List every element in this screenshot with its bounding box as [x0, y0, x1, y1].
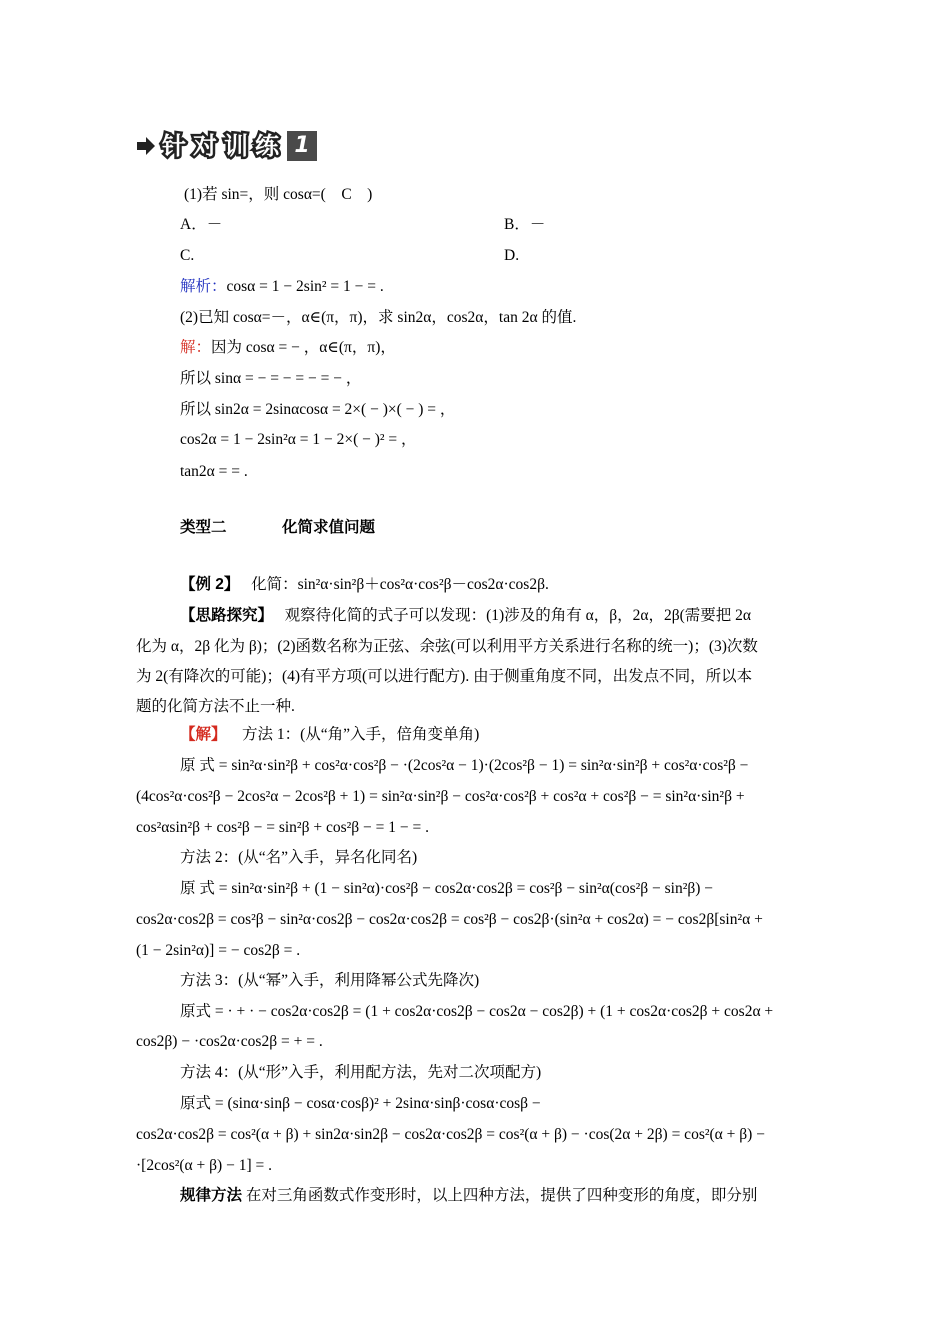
method-2-title: 方法 2：(从“名”入手，异名化同名) [180, 849, 418, 866]
method-1-line-2: (4cos²α·cos²β − 2cos²α − 2cos²β + 1) = sin²α·sin²β − cos²α·cos²β + cos²α + cos²β − = sin²α·sin²β + [136, 788, 745, 805]
method-2-line-2: cos2α·cos2β = cos²β − sin²α·cos2β − cos2α·cos2β = cos²β − cos2β·(sin²α + cos2α) = − cos2β[sin²α + [136, 911, 763, 928]
method-2-line-3: (1 − 2sin²α)] = − cos2β = . [136, 942, 301, 959]
solution-text: 因为 cosα = − ，α∈(π，π)， [211, 339, 396, 356]
method-4-title: 方法 4：(从“形”入手，利用配方法，先对二次项配方) [180, 1064, 542, 1081]
idea-line-2: 化为 α，2β 化为 β)；(2)函数名称为正弦、余弦(可以利用平方关系进行名称的统一)；(3)次数 [136, 638, 758, 655]
banner-number: 1 [287, 131, 317, 161]
q2-stem: (2)已知 cosα=－，α∈(π，π)，求 sin2α，cos2α，tan 2α 的值. [180, 309, 577, 326]
method-4-line-3: ·[2cos²(α + β) − 1] = . [136, 1157, 272, 1174]
arrow-right-icon [136, 136, 156, 156]
section-label: 类型二 [180, 519, 227, 536]
method-3-line-2: cos2β) − ·cos2α·cos2β = + = . [136, 1033, 323, 1050]
example-line [180, 575, 549, 595]
rule-line [180, 1186, 757, 1206]
analysis-text: cosα = 1 − 2sin² = 1 − = . [226, 278, 384, 295]
q1-option-a: A．－ [180, 216, 223, 233]
q1-analysis [180, 277, 384, 297]
idea-text-1: 观察待化简的式子可以发现：(1)涉及的角有 α，β，2α，2β(需要把 2α [284, 607, 752, 624]
method-1-line-3: cos²αsin²β + cos²β − = sin²β + cos²β − = 1 − = . [136, 819, 429, 836]
example-tag: 【例 2】 [180, 576, 240, 593]
method-1-title: 方法 1：(从“角”入手，倍角变单角) [242, 726, 480, 743]
q1-option-d: D. [504, 247, 520, 264]
section-title: 化简求值问题 [282, 519, 376, 536]
method-2-line-1: 原 式 = sin²α·sin²β + (1 − sin²α)·cos²β − cos2α·cos2β = cos²β − sin²α(cos²β − sin²β) − [180, 880, 714, 897]
idea-line-4: 题的化简方法不止一种. [136, 698, 295, 715]
solution-tag: 【解】 [180, 726, 227, 743]
banner-char-1: 针 [162, 132, 186, 160]
example-text: 化简：sin²α·sin²β＋cos²α·cos²β－cos2α·cos2β. [251, 576, 549, 593]
method-4-line-2: cos2α·cos2β = cos²(α + β) + sin2α·sin2β − cos2α·cos2β = cos²(α + β) − ·cos(2α + 2β) = cos²(α + β) − [136, 1126, 765, 1143]
q1-option-c: C. [180, 247, 195, 264]
banner-char-3: 训 [224, 132, 248, 160]
method-3-title: 方法 3：(从“幂”入手，利用降幂公式先降次) [180, 972, 480, 989]
q2-solution-line-1 [180, 338, 396, 358]
method-4-line-1: 原式 = (sinα·sinβ − cosα·cosβ)² + 2sinα·sinβ·cosα·cosβ − [180, 1095, 541, 1112]
banner-char-2: 对 [193, 132, 217, 160]
solution-label: 解： [180, 339, 212, 356]
q1-stem: (1)若 sin=，则 cosα=( C ) [184, 186, 373, 203]
idea-line-1 [180, 606, 751, 626]
method-3-line-1: 原式 = · + · − cos2α·cos2β = (1 + cos2α·cos2β − cos2α − cos2β) + (1 + cos2α·cos2β + cos2α + [180, 1003, 774, 1020]
rule-text: 在对三角函数式作变形时，以上四种方法，提供了四种变形的角度，即分别 [245, 1187, 758, 1204]
q2-solution-line-5: tan2α = = . [180, 463, 248, 480]
q1-option-b: B．－ [504, 216, 546, 233]
banner-char-4: 练 [255, 132, 279, 160]
solution-method-1-title [180, 725, 479, 745]
analysis-label: 解析： [180, 278, 227, 295]
practice-banner [136, 128, 317, 164]
rule-tag: 规律方法 [180, 1187, 243, 1204]
idea-line-3: 为 2(有降次的可能)；(4)有平方项(可以进行配方). 由于侧重角度不同，出发点不同，所以本 [136, 668, 753, 685]
q2-solution-line-2: 所以 sinα = − = − = − = − ， [180, 370, 362, 387]
idea-tag: 【思路探究】 [180, 607, 274, 624]
method-1-line-1: 原 式 = sin²α·sin²β + cos²α·cos²β − ·(2cos²α − 1)·(2cos²β − 1) = sin²α·sin²β + cos²α·cos²β − [180, 757, 749, 774]
q2-solution-line-3: 所以 sin2α = 2sinαcosα = 2×( − )×( − ) = ， [180, 401, 456, 418]
q2-solution-line-4: cos2α = 1 − 2sin²α = 1 − 2×( − )² = ， [180, 431, 417, 448]
